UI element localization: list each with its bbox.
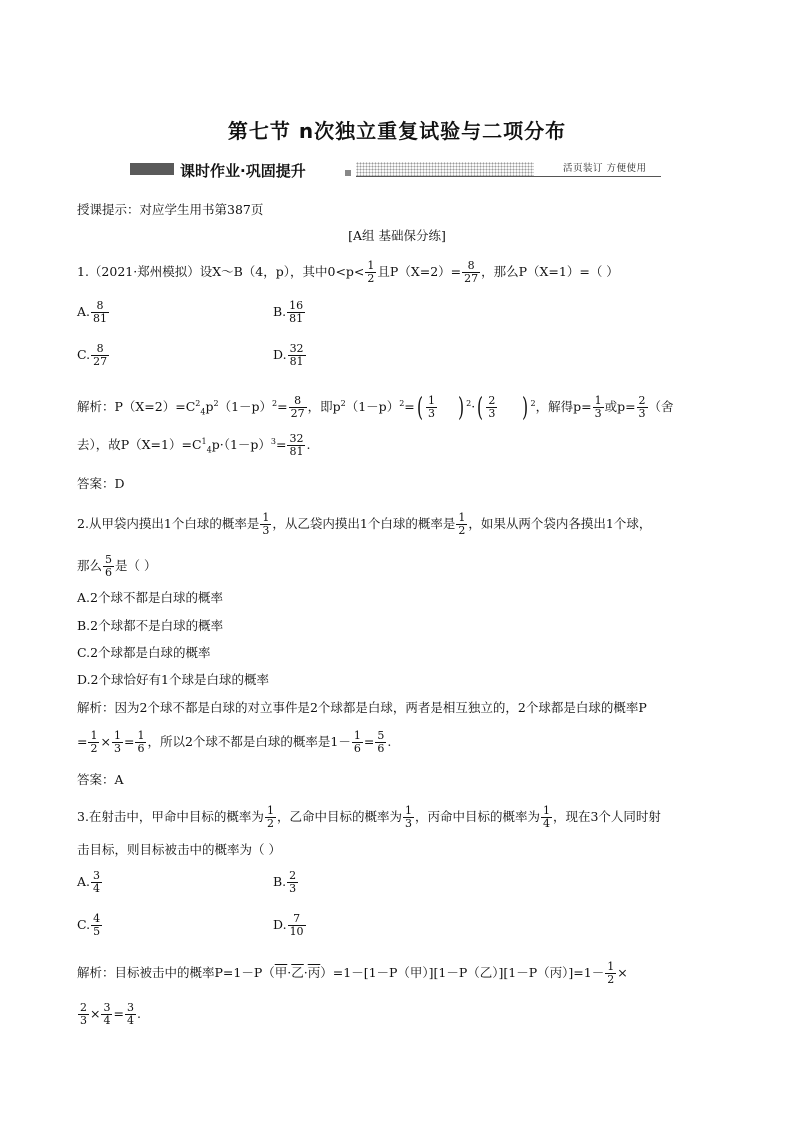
q3-option-c: C. $\frac{4}{5}$ <box>77 912 101 938</box>
q2-option-a: A.2个球不都是白球的概率 <box>77 590 223 605</box>
q2-solution-line1: 解析：因为2个球不都是白球的对立事件是2个球都是白球，两者是相互独立的，2个球都是白球的概率P <box>77 700 647 715</box>
page-title: 第七节 n次独立重复试验与二项分布 <box>227 119 567 143</box>
banner-square <box>345 170 351 176</box>
q3-option-a: A. $\frac{3}{4}$ <box>77 869 101 895</box>
q3-stem-line2: 击目标，则目标被击中的概率为（ ） <box>77 842 281 857</box>
q3-stem-line1: 3.在射击中，甲命中目标的概率为 $\frac{1}{2}$ ，乙命中目标的概率为 $\frac{1}{3}$ ，丙命中目标的概率为 $\frac{1}{4}$ ，现在3个人同时射 <box>77 804 661 830</box>
banner-dots <box>356 162 534 176</box>
q1-solution-line2: 去），故$P(X=1)=C^1_4p\cdot(1-p)^3=$ $\frac{32}{81}$ . <box>77 432 311 458</box>
banner-rule <box>356 176 661 177</box>
q2-option-d: D.2个球恰好有1个球是白球的概率 <box>77 672 269 687</box>
q1-stem-text-a: 1.（2021·郑州模拟）设X～B（4，p），其中0<p< <box>77 264 365 279</box>
q1-stem <box>77 260 619 285</box>
hint-text: 授课提示：对应学生用书第387页 <box>77 202 264 217</box>
q1-stem-text-b: 且P（X=2）= <box>377 264 462 279</box>
q3-solution-line1: 解析：目标被击中的概率P=1－P（甲·乙·丙）=1－[1－P（甲）][1－P（乙）][1－P（丙）]=1－ $\frac{1}{2}$ × <box>77 960 628 986</box>
q1-option-b: B. $\frac{16}{81}$ <box>273 299 304 325</box>
q2-answer: 答案：A <box>77 772 124 787</box>
group-heading: [A组 基础保分练] <box>348 228 446 243</box>
q2-stem-line1: 2.从甲袋内摸出1个白球的概率是 $\frac{1}{3}$ ，从乙袋内摸出1个白球的概率是 $\frac{1}{2}$ ，如果从两个袋内各摸出1个球， <box>77 511 652 537</box>
q2-option-c: C.2个球都是白球的概率 <box>77 645 211 660</box>
q1-answer: 答案：D <box>77 476 125 491</box>
q1-option-c: C. $\frac{8}{27}$ <box>77 342 108 368</box>
q3-option-b: B. $\frac{2}{3}$ <box>273 869 297 895</box>
q2-option-b: B.2个球都不是白球的概率 <box>77 618 224 633</box>
q3-solution-line2: $\frac{2}{3}$ × $\frac{3}{4}$ = $\frac{3}{4}$ . <box>80 1001 141 1027</box>
banner-right-label: 活页装订 方便使用 <box>563 163 647 174</box>
banner-block <box>130 163 174 175</box>
q2-solution-line2: = $\frac{1}{2}$ × $\frac{1}{3}$ = $\frac{1}{6}$ ，所以2个球不都是白球的概率是1－ $\frac{1}{6}$ = $\frac{5}{6}$ . <box>77 729 392 755</box>
q3-option-d: D. $\frac{7}{10}$ <box>273 912 304 938</box>
q1-stem-text-c: ，那么P（X=1）=（ ） <box>481 264 619 279</box>
q1-stem-fraction: $\frac{1}{2}$ <box>367 259 375 285</box>
q1-solution-line1: 解析：$P(X=2)=C^2_4p^2(1-p)^2=$ $\frac{8}{27}$ ，即$p^2(1-p)^2=$( $\frac{1}{3}$ ) $^2$·( $\frac{2}{3}$ ) $^2$，解得p= $\frac{1}{3}$ 或p= $\frac{2}{3}$ （舍 <box>77 392 674 423</box>
q1-option-d: D. $\frac{32}{81}$ <box>273 342 304 368</box>
q1-stem-fraction-2: $\frac{8}{27}$ <box>464 259 479 285</box>
banner-left-label: 课时作业·巩固提升 <box>180 162 306 180</box>
q2-stem-line2: 那么 $\frac{5}{6}$ 是（ ） <box>77 553 157 579</box>
q1-option-a: A. $\frac{8}{81}$ <box>77 299 108 325</box>
